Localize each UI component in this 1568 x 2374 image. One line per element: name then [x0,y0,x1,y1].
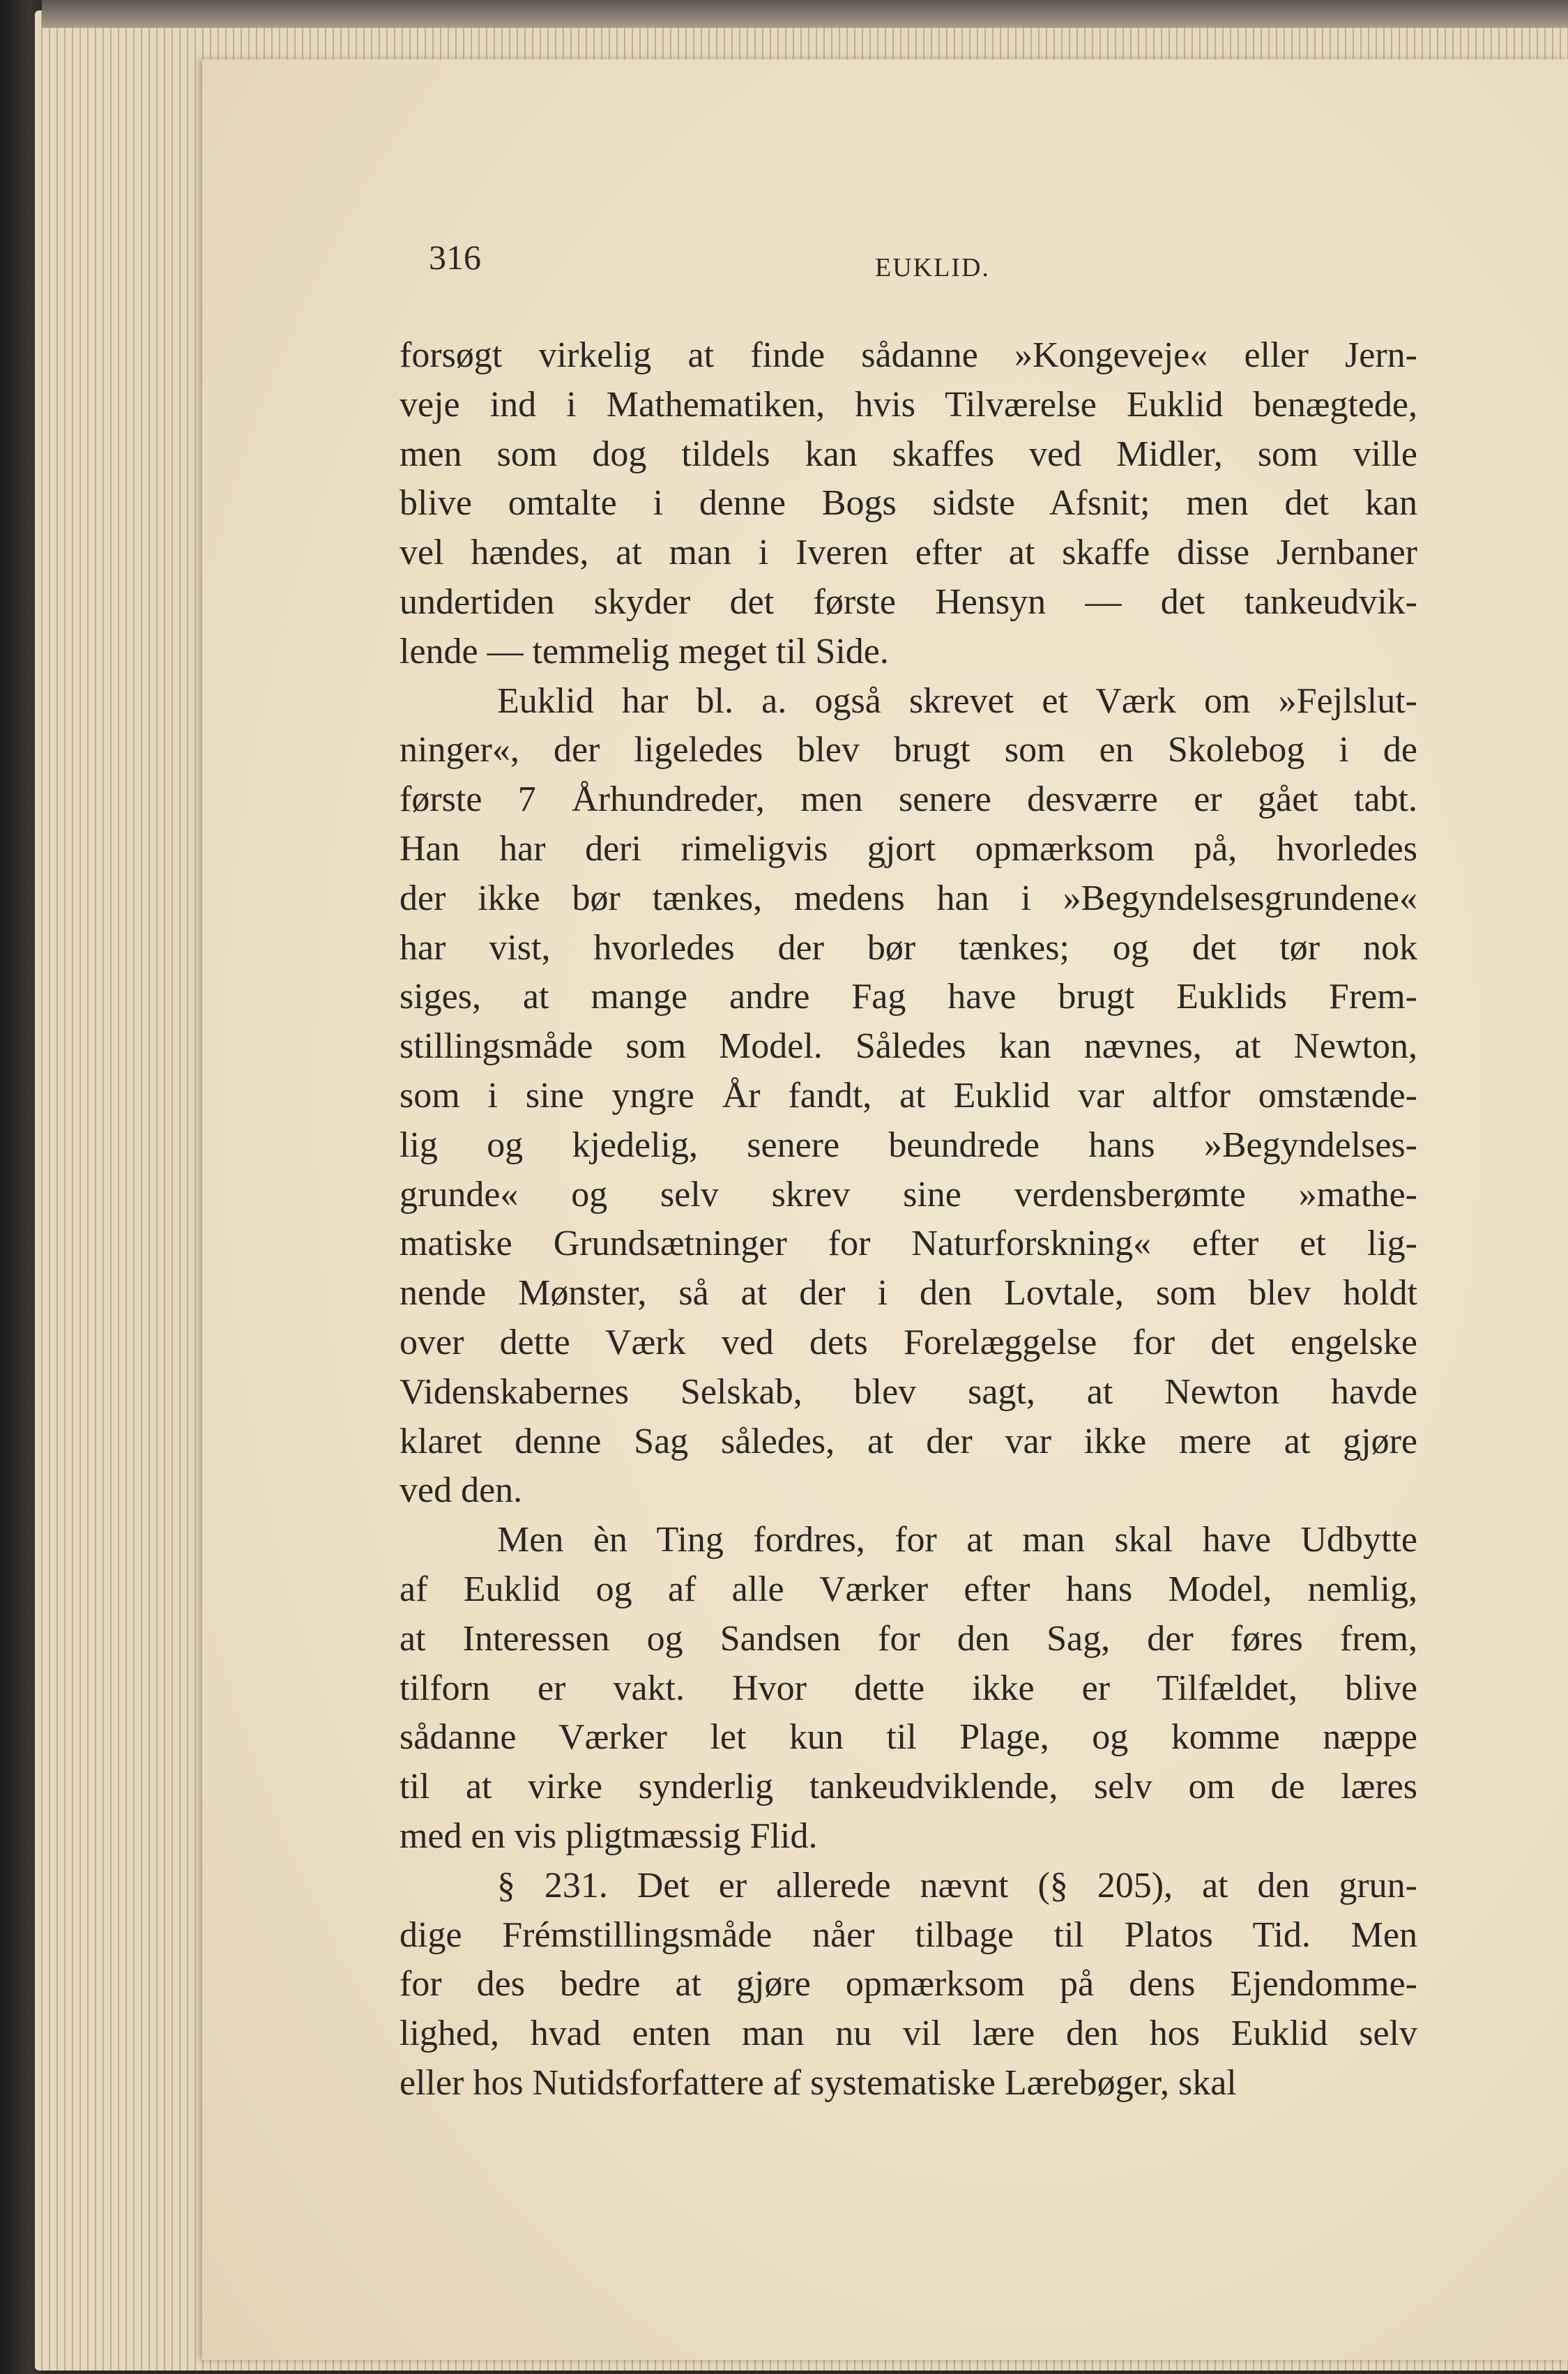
text-line: nende Mønster, så at der i den Lovtale, som blev holdt [399,1273,1417,1314]
book-top-edge [42,0,1568,28]
text-line: forsøgt virkelig at finde sådanne »Kongeveje« eller Jern- [399,335,1417,375]
text-line: stillingsmåde som Model. Således kan nævnes, at Newton, [399,1026,1417,1067]
text-line: første 7 Århundreder, men senere desværre er gået tabt. [399,779,1417,820]
text-line: klaret denne Sag således, at der var ikke mere at gjøre [399,1421,1417,1461]
text-line: med en vis pligtmæssig Flid. [399,1816,818,1856]
paragraph [399,331,1417,677]
text-line: matiske Grundsætninger for Naturforskning« efter et lig- [399,1224,1417,1264]
text-line: blive omtalte i denne Bogs sidste Afsnit; men det kan [399,483,1417,524]
text-line: veje ind i Mathematiken, hvis Tilværelse Euklid benægtede, [399,384,1417,425]
text-line: lende — temmelig meget til Side. [399,631,889,671]
paragraph [399,1862,1417,2108]
text-line: der ikke bør tænkes, medens han i »Begyndelsesgrundene« [399,878,1417,918]
text-line: af Euklid og af alle Værker efter hans Model, nemlig, [399,1569,1417,1609]
text-line: siges, at mange andre Fag have brugt Euklids Frem- [399,977,1417,1017]
text-line: lighed, hvad enten man nu vil lære den hos Euklid selv [399,2014,1417,2054]
text-line: sådanne Værker let kun til Plage, og komme næppe [399,1717,1417,1758]
text-line: men som dog tildels kan skaffes ved Midler, som ville [399,434,1417,474]
text-line: § 231. Det er allerede nævnt (§ 205), at den grun- [497,1865,1417,1905]
text-line: dige Frémstillingsmåde nåer tilbage til Platos Tid. Men [399,1915,1417,1955]
text-line: eller hos Nutidsforfattere af systematiske Lærebøger, skal [399,2062,1237,2103]
text-line: vel hændes, at man i Iveren efter at skaffe disse Jernbaner [399,533,1417,573]
text-line: tilforn er vakt. Hvor dette ikke er Tilfældet, blive [399,1668,1417,1708]
text-line: ved den. [399,1470,523,1511]
paragraph [399,1516,1417,1862]
text-line: til at virke synderlig tankeudviklende, selv om de læres [399,1767,1417,1807]
text-line: Han har deri rimeligvis gjort opmærksom på, hvorledes [399,828,1417,869]
text-line: Euklid har bl. a. også skrevet et Værk om »Fejlslut- [497,680,1417,721]
text-line: Men èn Ting fordres, for at man skal have Udbytte [497,1520,1417,1560]
text-line: undertiden skyder det første Hensyn — det tankeudvik- [399,581,1417,622]
text-line: grunde« og selv skrev sine verdensberømte »mathe- [399,1174,1417,1215]
text-line: at Interessen og Sandsen for den Sag, der føres frem, [399,1618,1417,1659]
page-header [0,237,1568,286]
page-body-text [399,331,1417,2108]
text-line: over dette Værk ved dets Forelæggelse for det engelske [399,1322,1417,1362]
text-line: ninger«, der ligeledes blev brugt som en Skolebog i de [399,730,1417,770]
text-line: har vist, hvorledes der bør tænkes; og det tør nok [399,927,1417,968]
page-number: 316 [429,238,481,277]
text-line: Videnskabernes Selskab, blev sagt, at Newton havde [399,1371,1417,1412]
paragraph [399,677,1417,1516]
running-title: EUKLID. [875,253,990,282]
text-line: som i sine yngre År fandt, at Euklid var altfor omstænde- [399,1075,1417,1116]
text-line: for des bedre at gjøre opmærksom på dens Ejendomme- [399,1964,1417,2004]
text-line: lig og kjedelig, senere beundrede hans »Begyndelses- [399,1125,1417,1165]
